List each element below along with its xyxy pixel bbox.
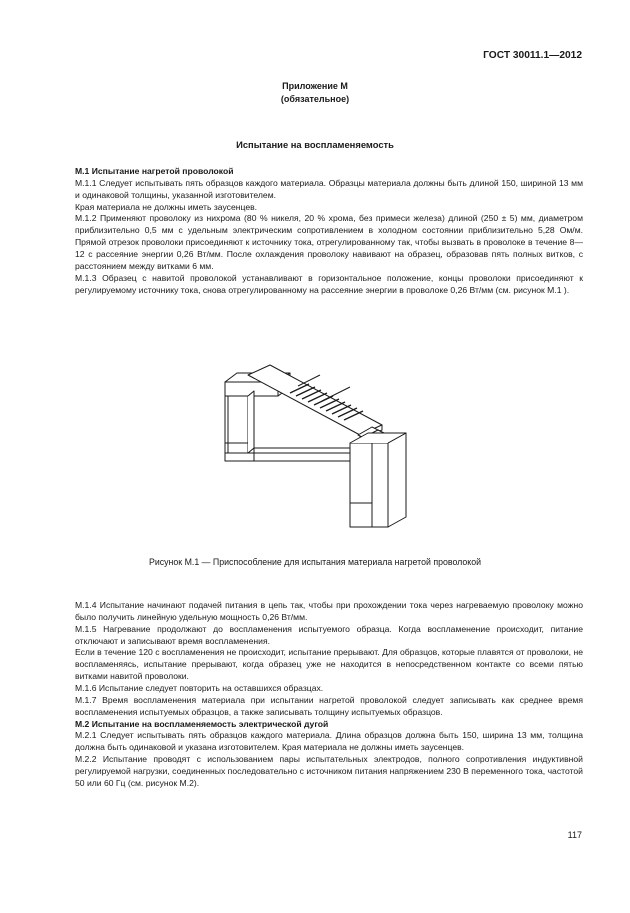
specimen-bar — [248, 365, 382, 435]
section-paragraph: М.1.6 Испытание следует повторить на оставшихся образцах. — [75, 683, 324, 694]
text-block-bottom — [75, 600, 583, 790]
section-paragraph: М.2.2 Испытание проводят с использованием пары испытательных электродов, полного сопротивления индуктивной регулируемой нагрузки, соединенных последовательно с источником питания напряжением 230 В переменного тока, частотой 50 или 60 Гц (см. рисунок М.2). — [75, 754, 583, 788]
right-support-block — [350, 443, 388, 527]
section-title: Испытание на воспламеняемость — [236, 139, 394, 150]
figure-m1-apparatus — [210, 357, 430, 542]
section-paragraph: Края материала не должны иметь заусенцев. — [75, 201, 258, 212]
standard-header: ГОСТ 30011.1—2012 — [483, 50, 582, 61]
annex-status: (обязательное) — [280, 94, 350, 104]
section-paragraph: М.1.1 Следует испытывать пять образцов каждого материала. Образцы материала должны быть длиной 150, шириной 13 мм и одинаковой толщины, указанной изготовителем. — [75, 177, 583, 200]
section-paragraph: М.1.4 Испытание начинают подачей питания в цепь так, чтобы при прохождении тока через нагреваемую проволоку можно было получить линейную удельную мощность 0,26 Вт/мм. — [75, 600, 583, 622]
text-block-top — [75, 166, 583, 296]
section-paragraph: М.1.7 Время воспламенения материала при испытании нагретой проволокой следует записывать как среднее время воспламенения испытуемых образцов, а также записывать толщину испытуемых образцов. — [75, 694, 583, 717]
section-paragraph: М.2.1 Следует испытывать пять образцов каждого материала. Длина образцов должна быть 150, ширина 13 мм, толщина должна быть одинаковой и указана изготовителем. Края материала не должны иметь заусенцев. — [75, 730, 583, 753]
section-paragraph: М.1.2 Применяют проволоку из нихрома (80 % никеля, 20 % хрома, без примеси железа) длиной (250 ± 5) мм, диаметром приблизительно 0,5 мм с удельным электрическим сопротивлением в холодном состоянии приблизительно 5,28 Ом/м. Прямой отрезок проволоки присоединяют к источнику тока, отрегулированному так, чтобы вызвать в проволоке в течение 8—12 с рассеяние энергии 0,26 Вт/мм. После охлаждения проволоку навивают на образец, образовав пять полных витков, с расстоянием между витками 6 мм. — [75, 213, 583, 271]
section-paragraph: Если в течение 120 с воспламенения не происходит, испытание прерывают. Для образцов, которые плавятся от проволоки, не воспламеняясь, испытание прерывают, когда образец уже не находится в непосредственном контакте со всеми пятью витками навитой проволоки. — [75, 647, 583, 682]
annex-title: Приложение М — [282, 81, 348, 91]
section-paragraph: М.1.5 Нагревание продолжают до воспламенения испытуемого образца. Когда воспламенение происходит, питание отключают и записывают время воспламенения. — [75, 623, 583, 646]
page-number: 117 — [567, 830, 582, 840]
section-heading: М.2 Испытание на воспламеняемость электрической дугой — [75, 718, 329, 729]
section-heading: М.1 Испытание нагретой проволокой — [75, 166, 234, 176]
figure-caption: Рисунок М.1 — Приспособление для испытания материала нагретой проволокой — [148, 557, 482, 567]
section-paragraph: М.1.3 Образец с навитой проволокой устанавливают в горизонтальное положение, концы проволоки присоединяют к регулируемому источнику тока, снова отрегулированному на рассеяние энергии в проволоке 0,26 Вт/мм (см. рисунок М.1 ). — [75, 272, 583, 295]
